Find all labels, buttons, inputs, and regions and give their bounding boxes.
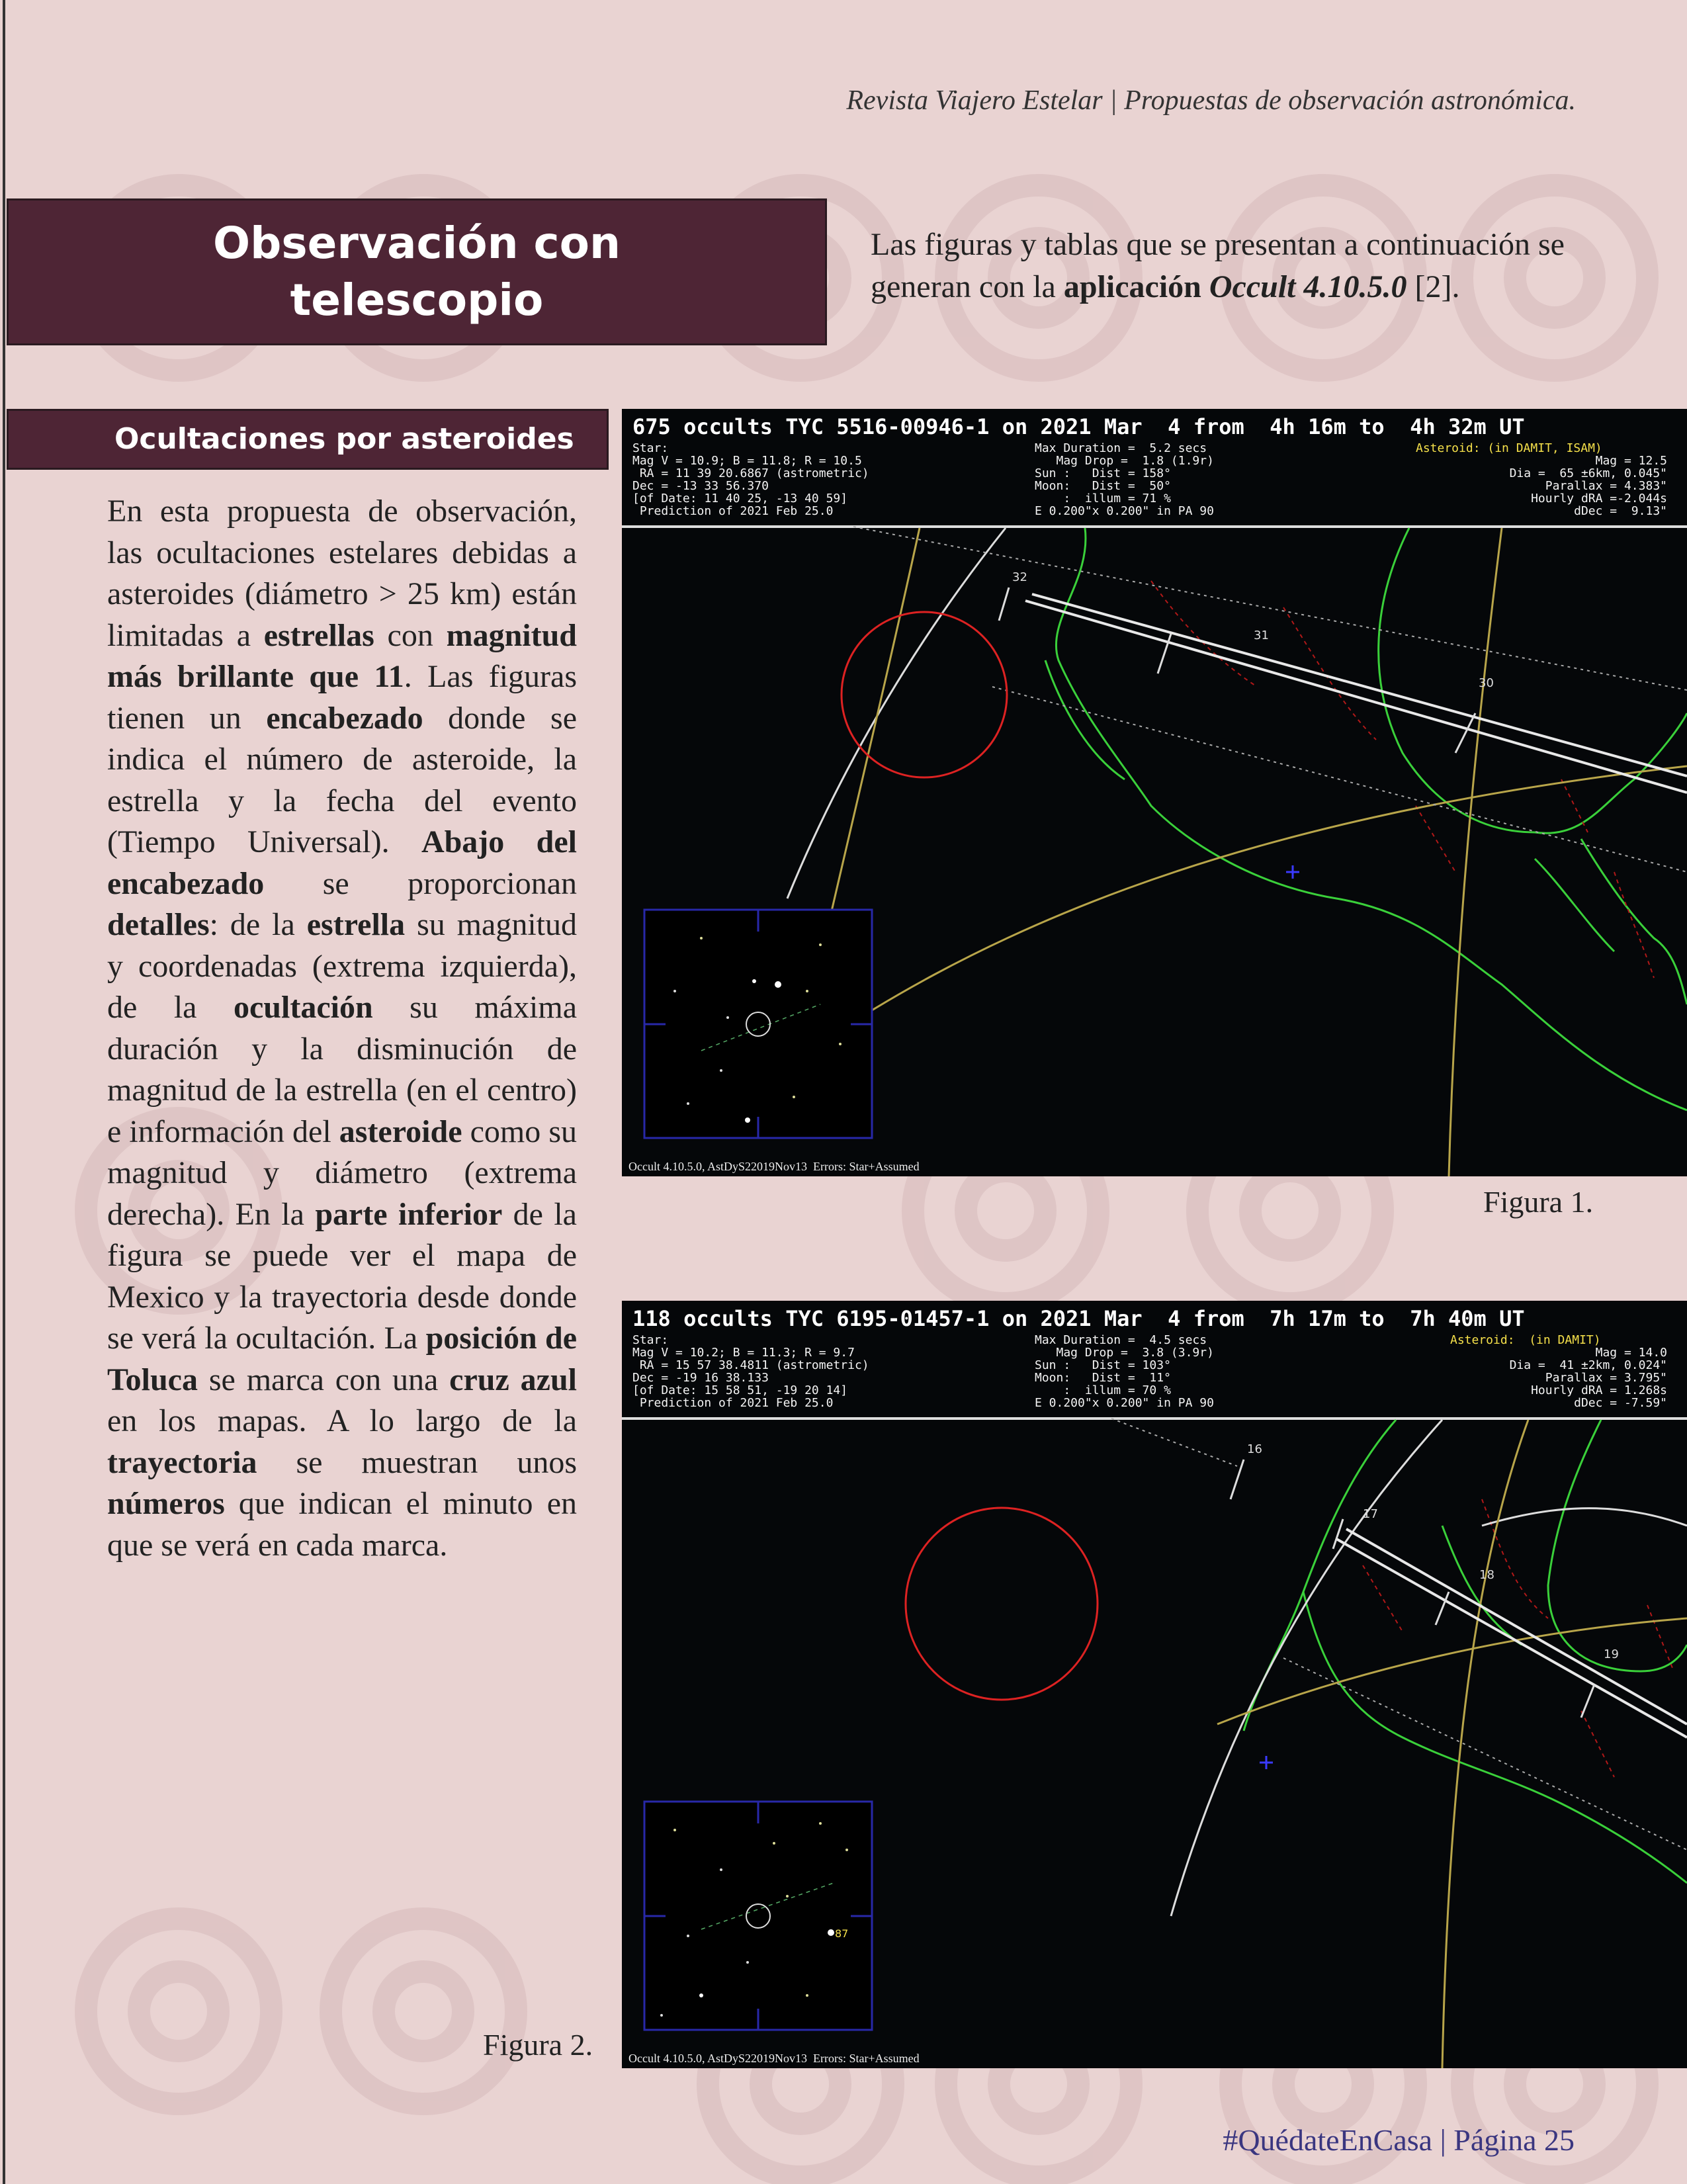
running-header: Revista Viajero Estelar | Propuestas de observación astronómica. [846,85,1576,116]
path-tick-30 [1455,713,1475,753]
coastline-mexico-west [1056,528,1687,1110]
toluca-cross-icon [1286,865,1299,879]
intro-text: Las figuras y tablas que se presentan a continuación se generan con la [871,227,1565,304]
path-tick-19 [1581,1684,1594,1718]
path-center-line-1 [1336,1539,1687,1737]
section-heading: Ocultaciones por asteroides [7,409,609,470]
tick-label-31: 31 [1254,629,1269,642]
intro-bold: aplicación [1063,269,1209,304]
path-center-line-1 [1025,601,1687,793]
figure-2-asteroid-details: Mag = 14.0 Dia = 41 ±2km, 0.024" Parallax = 3.795" Hourly dRA = 1.268s dDec = -7.59" [1509,1346,1667,1410]
intro-app-name: Occult 4.10.5.0 [1209,269,1407,304]
tick-label-32: 32 [1012,570,1027,584]
figure-2-title: 118 occults TYC 6195-01457-1 on 2021 Mar 4 from 7h 17m to 7h 40m UT [632,1306,1525,1331]
tick-label-16: 16 [1247,1442,1262,1456]
page-title-line1: Observación con [212,218,621,269]
earth-shadow-circle [842,612,1007,777]
figure-1-star-details: Star: Mag V = 10.9; B = 11.8; R = 10.5 RA = 11 39 20.6867 (astrometric) Dec = -13 33 56.370 [of Date: 11 40 25, -13 40 59] Prediction of 2021 Feb 25.0 [632,441,869,518]
figure-1-credit: Occult 4.10.5.0, AstDyS22019Nov13 Errors: Star+Assumed [628,1160,920,1173]
figure-1-caption: Figura 1. [1483,1185,1594,1219]
path-center-line-2 [1346,1529,1687,1724]
body-paragraph: En esta propuesta de observación, las ocultaciones estelares debidas a asteroides (diámetro > 25 km) están limitadas a estrellas con magnitud más brillante que 11. Las figuras tienen un encabezado donde se indica el número de asteroide, la estrella y la fecha del evento (Tiempo Universal). Abajo del encabezado se proporcionan detalles: de la estrella su magnitud y coordenadas (extrema izquierda), de la ocultación su máxima duración y la disminución de magnitud de la estrella (en el centro) e información del asteroide como su magnitud y diámetro (extrema derecha). En la parte inferior de la figura se puede ver el mapa de Mexico y la trayectoria desde donde se verá la ocultación. La posición de Toluca se marca con una cruz azul en los mapas. A lo largo de la trayectoria se muestran unos números que indican el minuto en que se verá en cada marca. [107,494,578,1563]
inset-star-label: 87 [835,1927,849,1940]
coastline-mexico [1303,1592,1687,1883]
page-footer: #QuédateEnCasa | Página 25 [1223,2123,1575,2157]
path-limit-north [853,527,1687,690]
graticule-arc-2 [1482,1508,1687,1526]
tick-label-17: 17 [1363,1507,1378,1521]
tick-label-18: 18 [1479,1568,1494,1582]
figure-2-map-graphic [622,1301,1687,2068]
path-limit-north [1111,1419,1237,1466]
page-title-line2: telescopio [290,275,544,326]
figure-1-title: 675 occults TYC 5516-00946-1 on 2021 Mar 4 from 4h 16m to 4h 32m UT [632,414,1525,439]
figure-2-asteroid-label: Asteroid: (in DAMIT) [1450,1333,1601,1347]
path-tick-32 [999,588,1009,621]
figure-2-occultation-map [622,1301,1687,2068]
toluca-cross-icon [1260,1756,1273,1769]
coastline-gulf [1548,1420,1687,1671]
coastline-yucatan [1581,839,1687,1004]
path-center-line-2 [1032,594,1687,776]
earth-shadow-circle [906,1508,1098,1700]
page-title [7,198,827,345]
intro-paragraph [871,224,1598,308]
figure-2-caption: Figura 2. [483,2028,593,2062]
graticule-arc [787,528,1006,898]
figure-1-asteroid-label: Asteroid: (in DAMIT, ISAM) [1416,441,1602,455]
figure-1-map-graphic [622,409,1687,1176]
path-tick-17 [1333,1519,1343,1549]
figure-1-asteroid-details: Mag = 12.5 Dia = 65 ±6km, 0.045" Parallax = 4.383" Hourly dRA =-2.044s dDec = 9.13" [1509,454,1667,518]
star-field-inset [644,1802,872,2030]
intro-reference: [2]. [1406,269,1460,304]
figure-1-occultation-details: Max Duration = 5.2 secs Mag Drop = 1.8 (1.9r) Sun : Dist = 158° Moon: Dist = 50° : illum = 71 % E 0.200"x 0.200" in PA 90 [1035,441,1214,518]
figure-1-occultation-map [622,409,1687,1176]
state-borders [1363,1499,1674,1777]
tick-label-30: 30 [1479,676,1494,690]
graticule-lat [781,766,1687,1070]
star-field-inset [644,910,872,1138]
path-limit-south [1283,1658,1687,1850]
tick-label-19: 19 [1604,1647,1619,1661]
figure-2-occultation-details: Max Duration = 4.5 secs Mag Drop = 3.8 (3.9r) Sun : Dist = 103° Moon: Dist = 11° : illum = 70 % E 0.200"x 0.200" in PA 90 [1035,1333,1214,1410]
figure-2-star-details: Star: Mag V = 10.2; B = 11.3; R = 9.7 RA = 15 57 38.4811 (astrometric) Dec = -19 16 38.133 [of Date: 15 58 51, -19 20 14] Prediction of 2021 Feb 25.0 [632,1333,869,1410]
coastline-baja [1045,660,1125,779]
graticule-arc-1 [1171,1420,1442,1916]
figure-2-credit: Occult 4.10.5.0, AstDyS22019Nov13 Errors: Star+Assumed [628,2052,920,2065]
coastline-pacific [1244,1420,1396,1731]
